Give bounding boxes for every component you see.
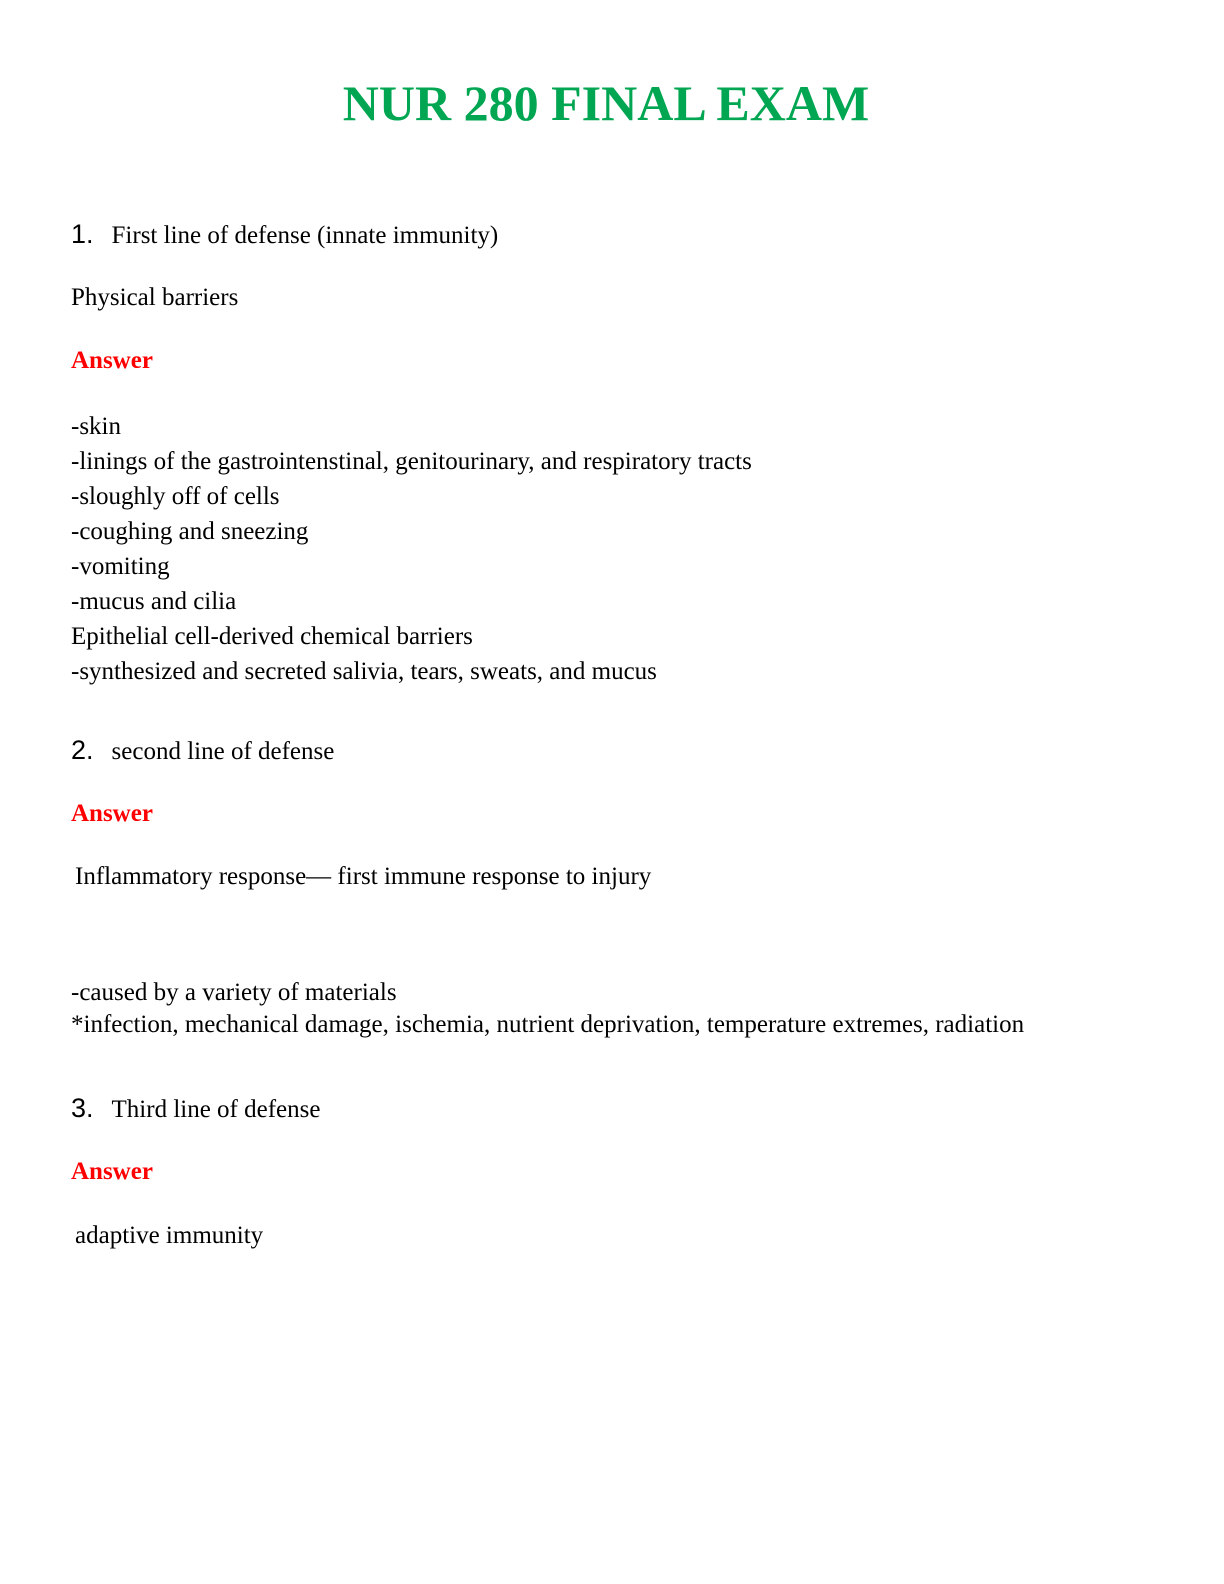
question-prompt: Third line of defense — [111, 1096, 321, 1123]
answer-line: -skin — [71, 413, 121, 440]
answer-line: -vomiting — [71, 553, 170, 580]
question-number: 2. — [71, 735, 94, 765]
answer-label: Answer — [71, 800, 153, 827]
question-number: 1. — [71, 219, 94, 249]
answer-line: -sloughly off of cells — [71, 483, 280, 510]
question-number: 3. — [71, 1093, 94, 1123]
answer-line: -caused by a variety of materials — [71, 979, 397, 1006]
question-1 — [71, 218, 498, 252]
answer-line: -linings of the gastrointenstinal, genitourinary, and respiratory tracts — [71, 448, 752, 475]
page-title: NUR 280 FINAL EXAM — [342, 75, 870, 131]
answer-line: *infection, mechanical damage, ischemia, nutrient deprivation, temperature extremes, radiation — [71, 1011, 1025, 1038]
question-2 — [71, 734, 334, 768]
question-3 — [71, 1092, 320, 1126]
answer-text: Inflammatory response— first immune response to injury — [75, 863, 652, 890]
answer-list — [71, 409, 752, 689]
question-prompt: second line of defense — [111, 738, 335, 765]
answer-line: Epithelial cell-derived chemical barriers — [71, 623, 473, 650]
answer-list — [71, 977, 1024, 1041]
answer-label: Answer — [71, 1158, 153, 1185]
answer-text: adaptive immunity — [75, 1222, 264, 1249]
question-prompt: First line of defense (innate immunity) — [111, 222, 499, 249]
answer-line: -synthesized and secreted salivia, tears, sweats, and mucus — [71, 658, 657, 685]
answer-line: -mucus and cilia — [71, 588, 237, 615]
question-1-subheading: Physical barriers — [71, 284, 239, 311]
answer-line: -coughing and sneezing — [71, 518, 309, 545]
answer-label: Answer — [71, 347, 153, 374]
